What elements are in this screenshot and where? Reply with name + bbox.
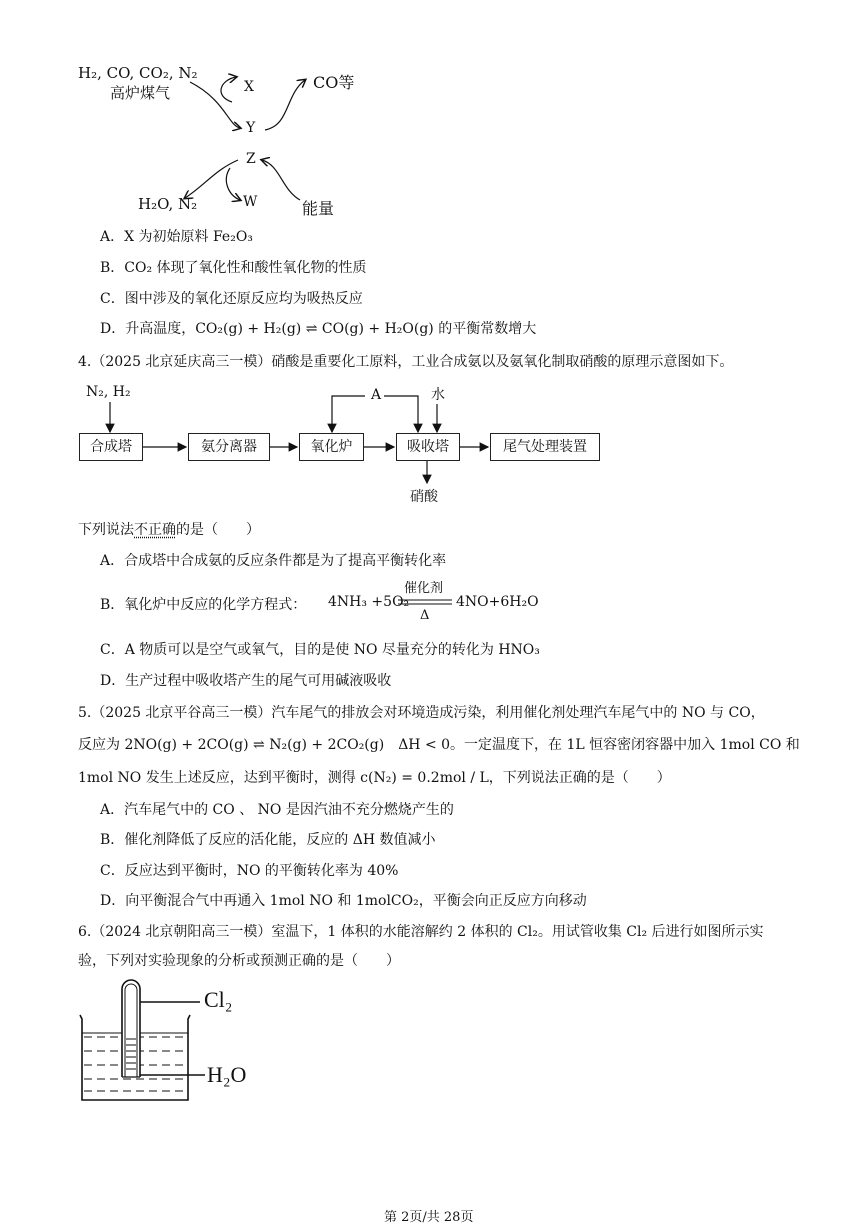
eq-left: 4NH₃ +5O₂ [328,594,410,610]
eq-condition: Δ [420,608,430,623]
node-y: Y [246,120,256,136]
flow-arrows [0,380,868,490]
q5-line1: 5.（2025 北京平谷高三一模）汽车尾气的排放会对环境造成污染，利用催化剂处理汽车尾气中的 NO 与 CO， [78,705,765,721]
q4-option-c: C．A 物质可以是空气或氧气，目的是使 NO 尽量充分的转化为 HNO₃ [100,642,540,658]
output-h2o-label: H₂O, N₂ [138,195,198,213]
q5-line3: 1mol NO 发生上述反应，达到平衡时，测得 c(N₂) = 0.2mol / L，下列说法正确的是（ ） [78,770,671,786]
beaker-svg [70,975,330,1115]
box-ammonia-separator: 氨分离器 [188,433,270,461]
gases-label: H₂, CO, CO₂, N₂ [78,64,198,82]
q5-option-a: A．汽车尾气中的 CO 、 NO 是因汽油不充分燃烧产生的 [100,802,454,818]
eq-double-line [398,598,454,606]
node-z: Z [246,151,256,167]
q3-option-c: C．图中涉及的氧化还原反应均为吸热反应 [100,291,363,307]
q5-option-b: B．催化剂降低了反应的活化能，反应的 ΔH 数值减小 [100,832,436,848]
q3-option-a: A．X 为初始原料 Fe₂O₃ [100,229,253,245]
q4-ask [78,519,260,539]
eq-catalyst: 催化剂 [404,581,444,596]
h2o-label: H₂O [207,1062,247,1087]
node-x: X [244,79,254,95]
q3-option-d: D．升高温度，CO₂(g) + H₂(g) ⇌ CO(g) + H₂O(g) 的平衡常数增大 [100,321,537,337]
output-co-label: CO等 [313,73,355,92]
q6-line1: 6.（2024 北京朝阳高三一模）室温下，1 体积的水能溶解约 2 体积的 Cl₂。用试管收集 Cl₂ 后进行如图所示实 [78,924,764,940]
flow-a-label: A [371,387,382,403]
eq-right: 4NO+6H₂O [456,594,539,610]
energy-label: 能量 [302,199,335,218]
flow-input-label: N₂, H₂ [86,384,131,400]
q4-option-d: D．生产过程中吸收塔产生的尾气可用碱液吸收 [100,673,392,689]
q4-stem: 4.（2025 北京延庆高三一模）硝酸是重要化工原料，工业合成氨以及氨氧化制取硝酸的原理示意图如下。 [78,354,734,370]
q4-option-a: A．合成塔中合成氨的反应条件都是为了提高平衡转化率 [100,553,447,569]
box-synthesis-tower: 合成塔 [79,433,143,461]
q4-ask-suffix: 的是（ ） [176,522,260,538]
q4-option-b-text: B．氧化炉中反应的化学方程式： [100,597,307,613]
q5-option-d: D．向平衡混合气中再通入 1mol NO 和 1molCO₂，平衡会向正反应方向移动 [100,893,587,909]
q4-option-b [100,594,306,614]
q5-line2: 反应为 2NO(g) + 2CO(g) ⇌ N₂(g) + 2CO₂(g) ΔH < 0。一定温度下，在 1L 恒容密闭容器中加入 1mol CO 和 [78,737,800,753]
gas-name-label: 高炉煤气 [110,84,171,102]
box-tail-gas-treatment: 尾气处理装置 [490,433,600,461]
page-footer: 第 2页/共 28页 [384,1210,474,1225]
q6-line2: 验，下列对实验现象的分析或预测正确的是（ ） [78,953,400,969]
cycle-arrows [0,0,868,230]
box-absorption-tower: 吸收塔 [396,433,460,461]
q4-ask-emph: 不正确 [134,522,176,538]
q4-ask-prefix: 下列说法 [78,522,134,538]
cl2-label: Cl₂ [204,987,233,1012]
q3-option-b: B．CO₂ 体现了氧化性和酸性氧化物的性质 [100,260,367,276]
flow-water-label: 水 [431,387,445,403]
q5-option-c: C．反应达到平衡时，NO 的平衡转化率为 40% [100,863,399,879]
box-oxidation-furnace: 氧化炉 [299,433,364,461]
node-w: W [243,194,258,210]
flow-product-label: 硝酸 [410,489,438,505]
